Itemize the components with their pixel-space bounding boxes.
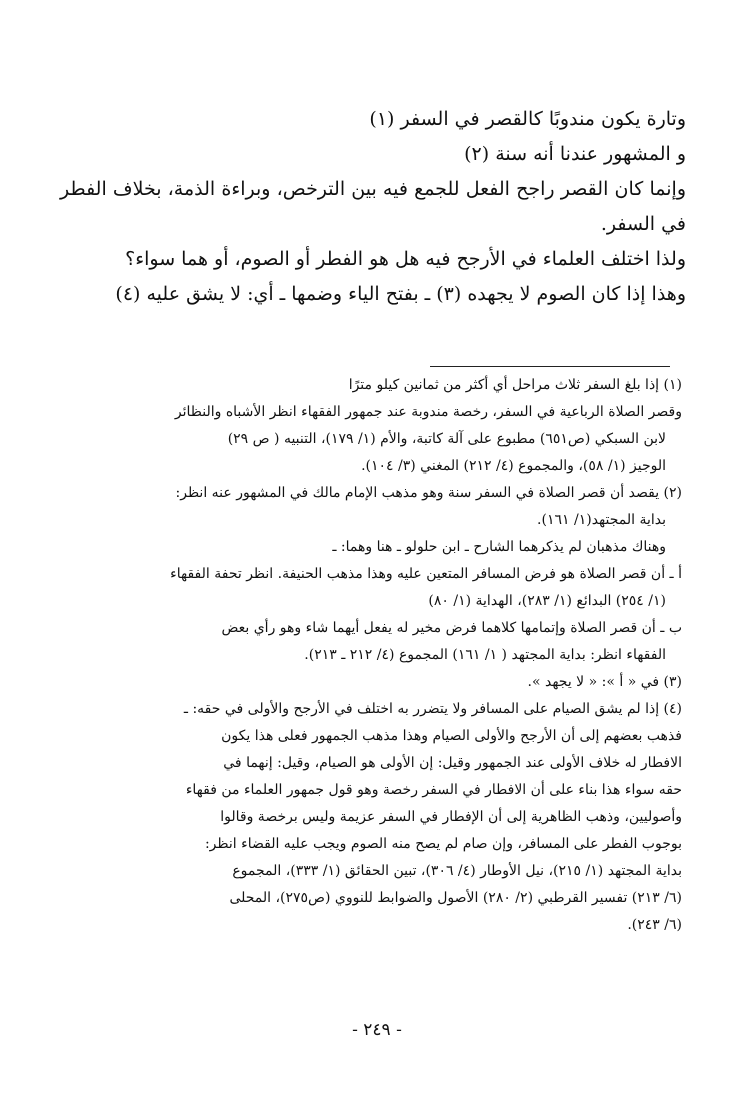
footnotes — [72, 372, 682, 939]
footnote-4-line-3: الافطار له خلاف الأولى عند الجمهور وقيل: إن الأولى هو الصيام، وقيل: إنهما في — [223, 755, 682, 771]
footnote-2-line-2: بداية المجتهد(١/ ١٦١). — [537, 512, 666, 528]
footnote-4-line-7: بداية المجتهد (١/ ٢١٥)، نيل الأوطار (٤/ ٣٠٦)، تبين الحقائق (١/ ٣٣٣)، المجموع — [232, 863, 682, 879]
footnote-separator — [430, 366, 670, 367]
main-line-4: ولذا اختلف العلماء في الأرجح فيه هل هو الفطر أو الصوم، أو هما سواء؟ — [125, 248, 686, 270]
footnote-3: (٣) في « أ »: « لا يجهد ». — [527, 674, 682, 690]
footnote-2-line-4: أ ـ أن قصر الصلاة هو فرض المسافر المتعين عليه وهذا مذهب الحنيفة. انظر تحفة الفقهاء — [170, 566, 682, 582]
footnote-2-line-5: (١/ ٢٥٤) البدائع (١/ ٢٨٣)، الهداية (١/ ٨٠) — [428, 593, 666, 609]
footnote-4-line-5: وأصوليين، وذهب الظاهرية إلى أن الإفطار في السفر عزيمة وليس برخصة وقالوا — [220, 809, 682, 825]
footnote-4-line-6: بوجوب الفطر على المسافر، وإن صام لم يصح منه الصوم ويجب عليه القضاء انظر: — [204, 836, 682, 852]
footnote-1-line-1: (١) إذا بلغ السفر ثلاث مراحل أي أكثر من ثمانين كيلو مترًا — [348, 377, 682, 393]
main-text — [60, 102, 686, 312]
footnote-2-line-6: ب ـ أن قصر الصلاة وإتمامها كلاهما فرض مخير له يفعل أيهما شاء وهو رأي بعض — [221, 620, 682, 636]
footnote-4-line-2: فذهب بعضهم إلى أن الأرجح والأولى الصيام وهذا مذهب الجمهور فعلى هذا يكون — [221, 728, 682, 744]
footnote-4-line-1: (٤) إذا لم يشق الصيام على المسافر ولا يتضرر به اختلف في الأرجح والأولى في حقه: ـ — [183, 701, 682, 717]
page-number: - ٢٤٩ - — [352, 1020, 402, 1040]
footnote-1-line-2: وقصر الصلاة الرباعية في السفر، رخصة مندوبة عند جمهور الفقهاء انظر الأشباه والنظائر — [174, 404, 682, 420]
footnote-2-line-1: (٢) يقصد أن قصر الصلاة في السفر سنة وهو مذهب الإمام مالك في المشهور عنه انظر: — [175, 485, 682, 501]
main-line-2: و المشهور عندنا أنه سنة (٢) — [464, 143, 686, 165]
footnote-1-line-3: لابن السبكي (ص٦٥١) مطبوع على آلة كاتبة، والأم (١/ ١٧٩)، التنبيه ( ص ٢٩) — [227, 431, 666, 447]
footnote-4-line-4: حقه سواء هذا بناء على أن الافطار في السفر رخصة وهو قول جمهور العلماء من فقهاء — [185, 782, 682, 798]
main-line-1: وتارة يكون مندوبًا كالقصر في السفر (١) — [369, 108, 686, 130]
footnote-2-line-3: وهناك مذهبان لم يذكرهما الشارح ـ ابن حلولو ـ هنا وهما: ـ — [332, 539, 666, 555]
main-line-5: وهذا إذا كان الصوم لا يجهده (٣) ـ بفتح الياء وضمها ـ أي: لا يشق عليه (٤) — [115, 283, 686, 305]
main-line-3: وإنما كان القصر راجح الفعل للجمع فيه بين الترخص، وبراءة الذمة، بخلاف الفطر في السفر. — [60, 178, 686, 235]
footnote-4-line-8: (٦/ ٢١٣) تفسير القرطبي (٢/ ٢٨٠) الأصول والضوابط للنووي (ص٢٧٥)، المحلى — [229, 890, 682, 906]
footnote-4-line-9: (٦/ ٢٤٣). — [627, 917, 682, 933]
footnote-2-line-7: الفقهاء انظر: بداية المجتهد ( ١/ ١٦١) المجموع (٤/ ٢١٢ ـ ٢١٣). — [304, 647, 666, 663]
footnote-1-line-4: الوجيز (١/ ٥٨)، والمجموع (٤/ ٢١٢) المغني (٣/ ١٠٤). — [361, 458, 666, 474]
